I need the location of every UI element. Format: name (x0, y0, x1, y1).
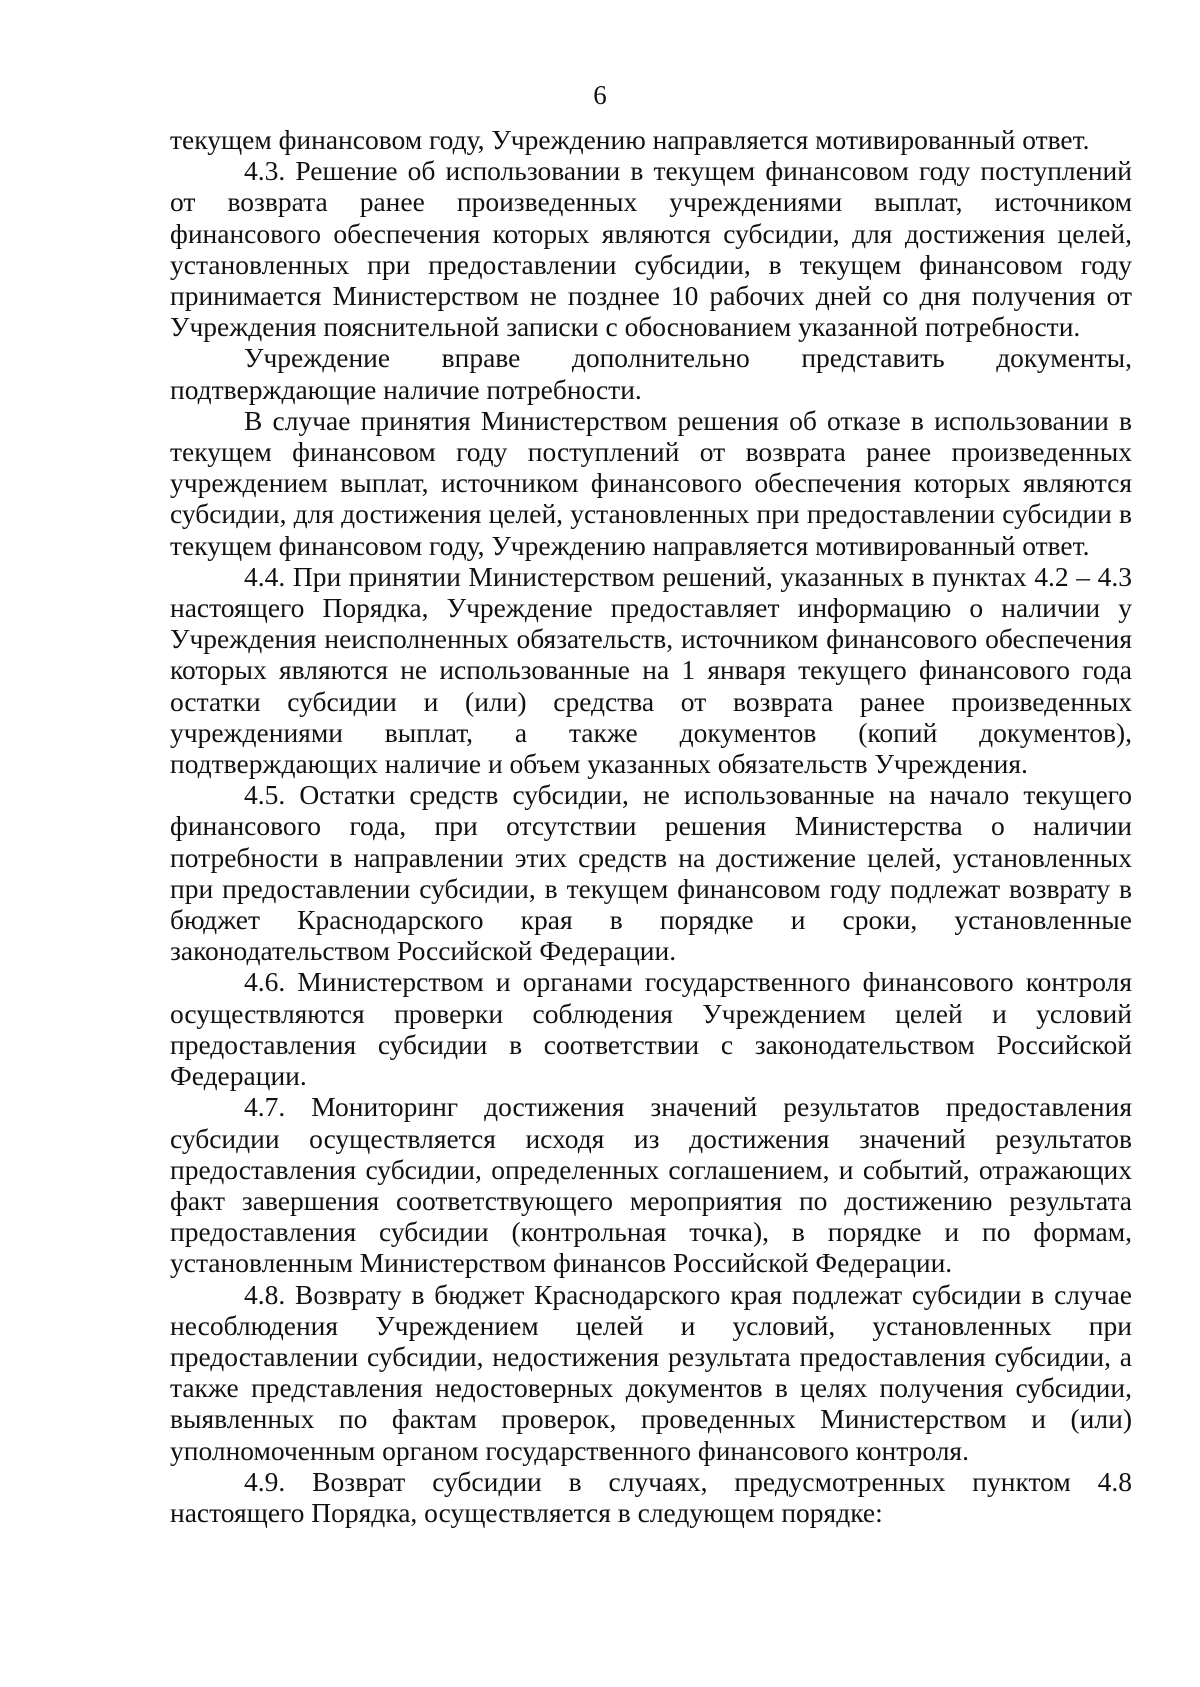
paragraph-4-5: 4.5. Остатки средств субсидии, не использованные на начало текущего финансового года, при отсутствии решения Министерства о наличии потребности в направлении этих средств на достижение целей, установленных при предоставлении субсидии, в текущем финансовом году подлежат возврату в бюджет Краснодарского края в порядке и сроки, установленные законодательством Российской Федерации. (170, 779, 1132, 967)
page-number: 6 (593, 80, 607, 110)
paragraph-4-4: 4.4. При принятии Министерством решений, указанных в пунктах 4.2 – 4.3 настоящего Порядка, Учреждение предоставляет информацию о наличии у Учреждения неисполненных обязательств, источником финансового обеспечения которых являются не использованные на 1 января текущего финансового года остатки субсидии и (или) средства от возврата ранее произведенных учреждениями выплат, а также документов (копий документов), подтверждающих наличие и объем указанных обязательств Учреждения. (170, 560, 1132, 780)
paragraph-4-3-refusal: В случае принятия Министерством решения об отказе в использовании в текущем финансовом году поступлений от возврата ранее произведенных учреждением выплат, источником финансового обеспечения которых являются субсидии, для достижения целей, установленных при предоставлении субсидии в текущем финансовом году, Учреждению направляется мотивированный ответ. (170, 404, 1132, 561)
paragraph-4-6: 4.6. Министерством и органами государственного финансового контроля осуществляются проверки соблюдения Учреждением целей и условий предоставления субсидии в соответствии с законодательством Российской Федерации. (170, 966, 1132, 1092)
paragraph-4-7: 4.7. Мониторинг достижения значений результатов предоставления субсидии осуществляется исходя из достижения значений результатов предоставления субсидии, определенных соглашением, и событий, отражающих факт завершения соответствующего мероприятия по достижению результата предоставления субсидии (контрольная точка), в порядке и по формам, установленным Министерством финансов Российской Федерации. (170, 1091, 1132, 1279)
paragraph-continuation: текущем финансовом году, Учреждению направляется мотивированный ответ. (170, 124, 1090, 155)
paragraph-4-9: 4.9. Возврат субсидии в случаях, предусмотренных пунктом 4.8 настоящего Порядка, осуществляется в следующем порядке: (170, 1465, 1132, 1528)
document-body (170, 124, 1132, 1528)
paragraph-4-8: 4.8. Возврату в бюджет Краснодарского края подлежат субсидии в случае несоблюдения Учреждением целей и условий, установленных при предоставлении субсидии, недостижения результата предоставления субсидии, а также представления недостоверных документов в целях получения субсидии, выявленных по фактам проверок, проведенных Министерством и (или) уполномоченным органом государственного финансового контроля. (170, 1278, 1132, 1466)
paragraph-4-3: 4.3. Решение об использовании в текущем финансовом году поступлений от возврата ранее произведенных учреждениями выплат, источником финансового обеспечения которых являются субсидии, для достижения целей, установленных при предоставлении субсидии, в текущем финансовом году принимается Министерством не позднее 10 рабочих дней со дня получения от Учреждения пояснительной записки с обоснованием указанной потребности. (170, 155, 1132, 343)
paragraph-4-3-right: Учреждение вправе дополнительно представить документы, подтверждающие наличие потребности. (170, 342, 1132, 405)
